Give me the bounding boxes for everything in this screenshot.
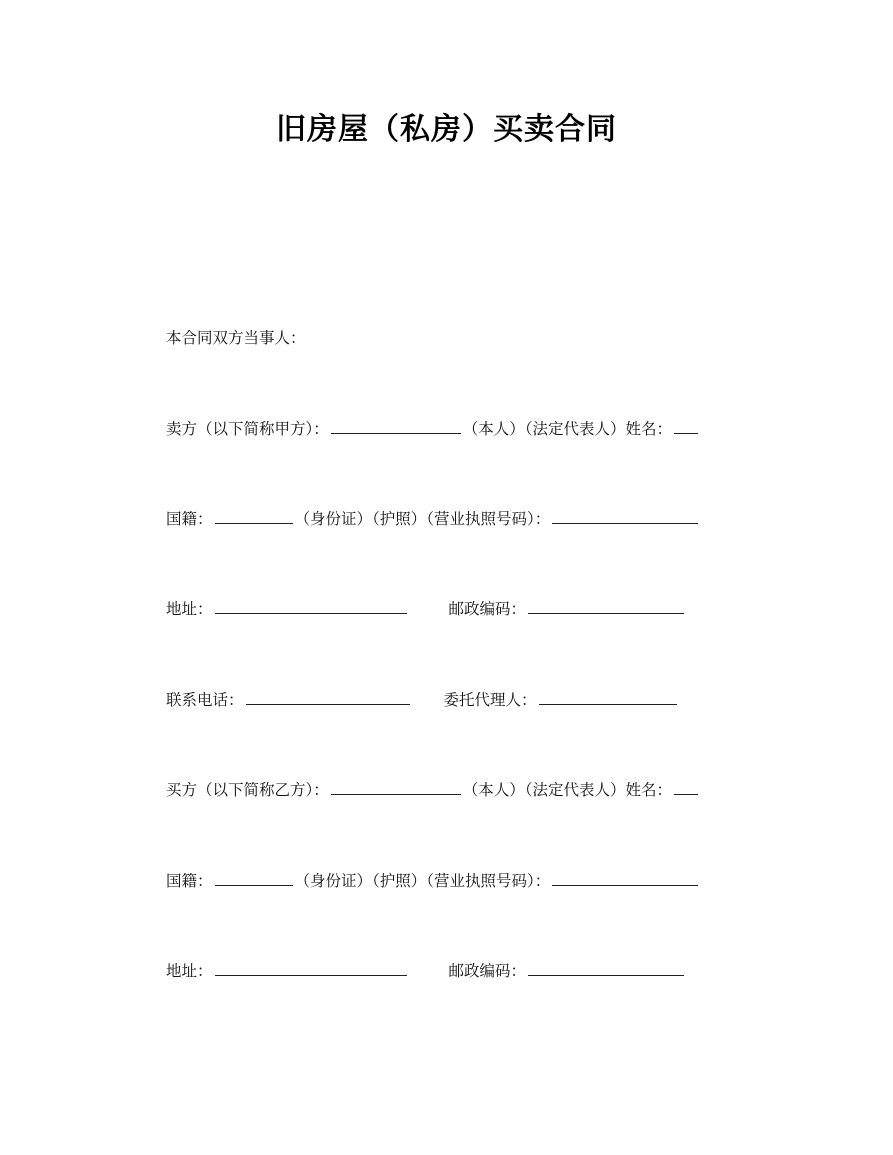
buyer-party-label: 买方（以下简称乙方）： bbox=[166, 781, 329, 799]
seller-name-field[interactable] bbox=[331, 419, 461, 434]
seller-nationality-field[interactable] bbox=[215, 509, 293, 524]
seller-person-name-field[interactable] bbox=[674, 419, 698, 434]
seller-agent-label: 委托代理人： bbox=[443, 691, 537, 709]
buyer-postal-label: 邮政编码： bbox=[448, 962, 527, 980]
intro-line bbox=[166, 328, 306, 348]
seller-id-number-field[interactable] bbox=[552, 509, 698, 524]
buyer-nationality-line bbox=[166, 871, 700, 891]
seller-party-line bbox=[166, 419, 700, 439]
seller-postal-label: 邮政编码： bbox=[448, 600, 527, 618]
buyer-person-name-field[interactable] bbox=[674, 780, 698, 795]
seller-phone-field[interactable] bbox=[246, 690, 410, 705]
seller-nationality-line bbox=[166, 509, 700, 529]
buyer-address-label: 地址： bbox=[166, 962, 213, 980]
buyer-party-line bbox=[166, 780, 700, 800]
buyer-name-field[interactable] bbox=[331, 780, 461, 795]
buyer-address-field[interactable] bbox=[215, 961, 407, 976]
buyer-nationality-label: 国籍： bbox=[166, 872, 213, 890]
seller-party-label: 卖方（以下简称甲方）： bbox=[166, 420, 329, 438]
buyer-nationality-field[interactable] bbox=[215, 871, 293, 886]
seller-phone-line bbox=[166, 690, 679, 710]
seller-address-label: 地址： bbox=[166, 600, 213, 618]
seller-person-label: （本人）（法定代表人）姓名： bbox=[462, 420, 673, 438]
seller-nationality-label: 国籍： bbox=[166, 510, 213, 528]
seller-address-line bbox=[166, 599, 686, 619]
buyer-id-label: （身份证）（护照）（营业执照号码）： bbox=[294, 872, 551, 890]
seller-phone-label: 联系电话： bbox=[166, 691, 244, 709]
buyer-postal-field[interactable] bbox=[528, 961, 684, 976]
seller-address-field[interactable] bbox=[215, 599, 407, 614]
intro-text: 本合同双方当事人： bbox=[166, 329, 306, 347]
seller-postal-field[interactable] bbox=[528, 599, 684, 614]
buyer-person-label: （本人）（法定代表人）姓名： bbox=[462, 781, 673, 799]
seller-id-label: （身份证）（护照）（营业执照号码）： bbox=[294, 510, 551, 528]
buyer-id-number-field[interactable] bbox=[552, 871, 698, 886]
buyer-address-line bbox=[166, 961, 686, 981]
seller-agent-field[interactable] bbox=[539, 690, 677, 705]
document-title: 旧房屋（私房）买卖合同 bbox=[276, 112, 617, 147]
